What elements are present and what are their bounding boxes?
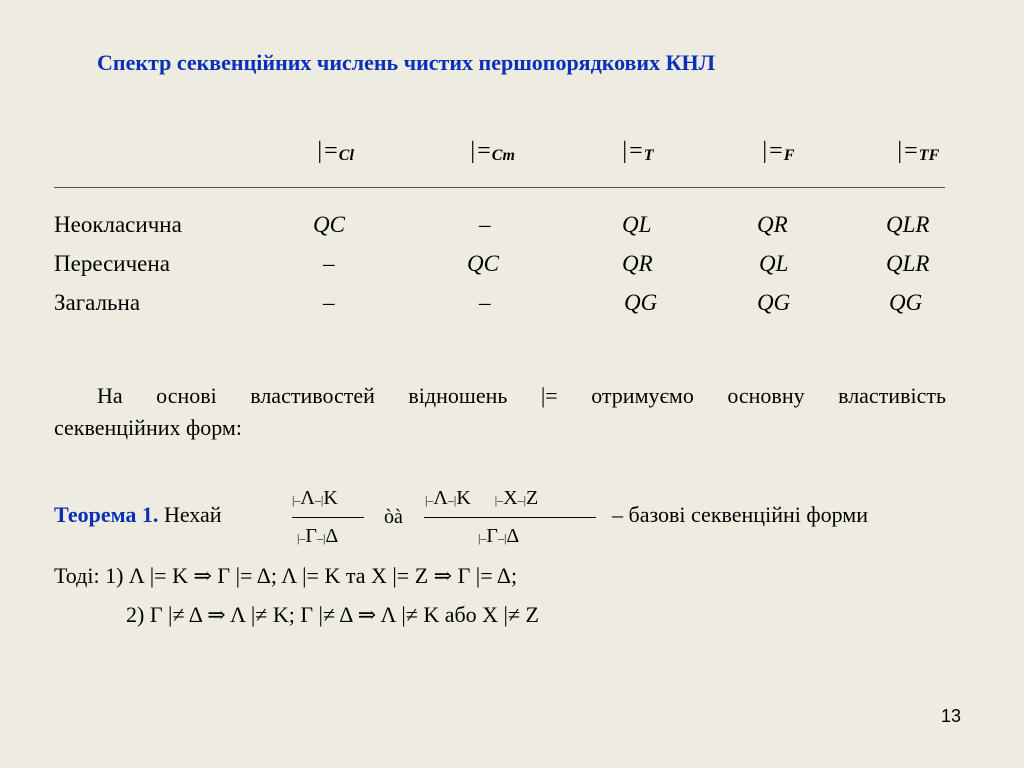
form1-fraction-line [292, 517, 364, 518]
table-cell: – [479, 290, 491, 315]
header-col-3: |=T [621, 138, 654, 164]
form2-antecedent: |–Λ–|K |–X–|Z [425, 487, 539, 509]
form2-fraction-line [424, 517, 596, 518]
table-cell: QLR [886, 251, 930, 276]
table-cell: QG [624, 290, 658, 315]
header-col-5: |=TF [896, 138, 940, 164]
form1-consequent: |–Γ–|Δ [297, 525, 339, 547]
paragraph-line-2: секвенційних форм: [54, 415, 242, 440]
connector-text: òà [384, 506, 403, 528]
table-cell: QL [759, 251, 789, 276]
table-cell: QL [622, 212, 652, 237]
table-cell: QC [467, 251, 499, 276]
row-label: Загальна [54, 290, 141, 315]
conclusion-line-1: Тоді: 1) Λ |= K ⇒ Γ |= Δ; Λ |= K та X |= Z ⇒ Γ |= Δ; [54, 563, 518, 588]
header-col-2: |=Cm [469, 138, 515, 164]
body-paragraph [54, 380, 946, 444]
row-label: Неокласична [54, 212, 182, 237]
table-cell: QC [313, 212, 345, 237]
form1-antecedent: |–Λ–|K [292, 487, 338, 509]
table-cell: – [323, 251, 335, 276]
conclusion-line-2: 2) Γ |≠ Δ ⇒ Λ |≠ K; Γ |≠ Δ ⇒ Λ |≠ K або X |≠ Z [126, 602, 539, 627]
table-rule [54, 187, 945, 188]
table-cell: QR [757, 212, 788, 237]
header-col-4: |=F [761, 138, 795, 164]
table-cell: QG [757, 290, 791, 315]
table-cell: QLR [886, 212, 930, 237]
theorem-statement [54, 502, 222, 528]
theorem-label: Теорема 1. [54, 502, 159, 527]
table-cell: QG [889, 290, 923, 315]
theorem-intro: Нехай [163, 502, 222, 527]
slide-title: Спектр секвенційних числень чистих першопорядкових КНЛ [97, 50, 716, 75]
row-label: Пересичена [54, 251, 170, 276]
table-cell: QR [622, 251, 653, 276]
page-number: 13 [941, 706, 962, 726]
paragraph-line-1: На основі властивостей відношень |= отримуємо основну властивість [97, 383, 946, 408]
table-cell: – [323, 290, 335, 315]
form2-consequent: |–Γ–|Δ [478, 525, 520, 547]
header-col-1: |=Cl [316, 138, 354, 164]
table-cell: – [479, 212, 491, 237]
theorem-tail: – базові секвенційні форми [612, 502, 868, 527]
